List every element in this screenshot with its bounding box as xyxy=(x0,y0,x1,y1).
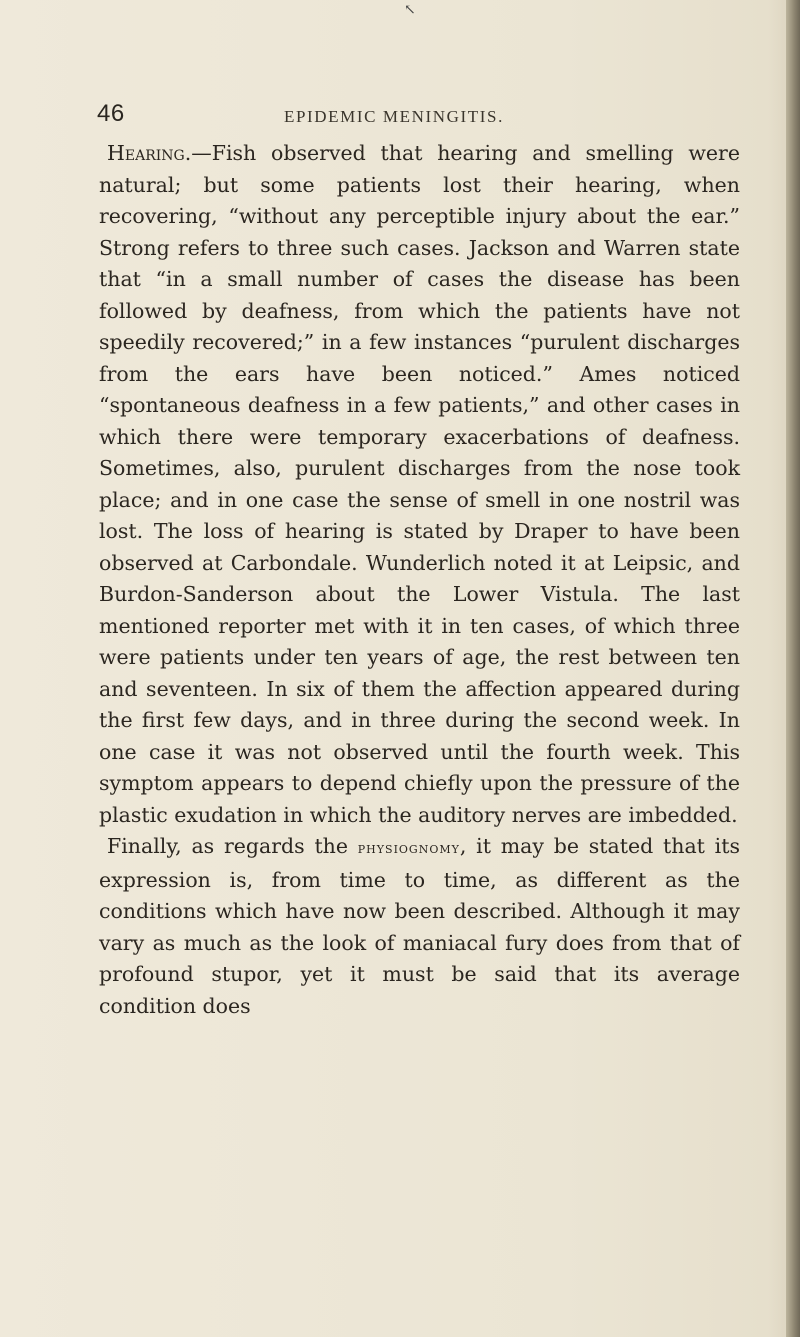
page-number: 46 xyxy=(97,100,125,127)
paragraph-physiognomy-before: Finally, as regards the xyxy=(107,834,358,858)
page-binding-edge xyxy=(786,0,800,1337)
section-lead-hearing: Hearing. xyxy=(107,141,192,165)
paragraph-physiognomy-after: , it may be stated that its expression is, from time to time, as different as the conditions which have now been described. Although it may vary as much as the look of maniacal fury does from that of profound stupor, yet it must be said that its average condition does xyxy=(99,834,740,1018)
paragraph-hearing-text: —Fish observed that hearing and smelling were natural; but some patients lost their hearing, when recovering, “without any perceptible injury about the ear.” Strong refers to three such cases. Jackson and Warren state that “in a small number of cases the disease has been followed by deafness, from which the patients have not speedily recovered;” in a few instances “purulent discharges from the ears have been noticed.” Ames noticed “spontaneous deafness in a few patients,” and other cases in which there were temporary exacerbations of deafness. Sometimes, also, purulent discharges from the nose took place; and in one case the sense of smell in one nostril was lost. The loss of hearing is stated by Draper to have been observed at Carbondale. Wunderlich noted it at Leipsic, and Burdon-Sanderson about the Lower Vistula. The last mentioned reporter met with it in ten cases, of which three were patients under ten years of age, the rest between ten and seventeen. In six of them the affection appeared during the first few days, and in three during the second week. In one case it was not observed until the fourth week. This symptom appears to depend chiefly upon the pressure of the plastic exudation in which the auditory nerves are imbedded. xyxy=(99,141,740,827)
physiognomy-term: physiognomy xyxy=(357,839,460,857)
top-margin-mark: ↖ xyxy=(404,2,416,18)
paragraph-physiognomy xyxy=(99,831,740,1022)
body-text xyxy=(99,138,740,1022)
paragraph-hearing xyxy=(99,138,740,831)
running-head: EPIDEMIC MENINGITIS. xyxy=(284,107,504,126)
